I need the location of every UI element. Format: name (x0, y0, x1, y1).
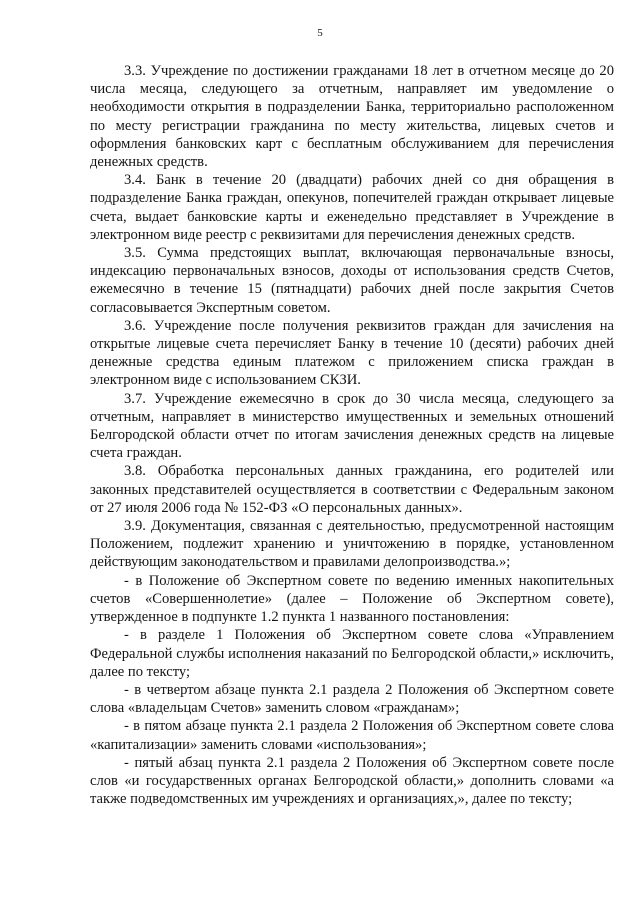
paragraph-3-7: 3.7. Учреждение ежемесячно в срок до 30 числа месяца, следующего за отчетным, направляет в министерство имущественных и земельных отношений Белгородской области отчет по итогам зачисления денежных средств на лицевые счета граждан. (90, 390, 614, 462)
paragraph-3-6: 3.6. Учреждение после получения реквизитов граждан для зачисления на открытые лицевые счета перечисляет Банку в течение 10 (десяти) рабочих дней денежные средства единым платежом с приложением списка граждан в электронном виде с использованием СКЗИ. (90, 317, 614, 389)
paragraph-3-8: 3.8. Обработка персональных данных гражданина, его родителей или законных представителей осуществляется в соответствии с Федеральным законом от 27 июля 2006 года № 152-ФЗ «О персональных данных». (90, 463, 614, 516)
paragraph-section-1-change: - в разделе 1 Положения об Экспертном совете слова «Управлением Федеральной службы исполнения наказаний по Белгородской области,» исключить, далее по тексту; (90, 627, 614, 680)
paragraph-3-9: 3.9. Документация, связанная с деятельностью, предусмотренной настоящим Положением, подлежит хранению и уничтожению в порядке, установленном действующим законодательством и правилами делопроизводства.»; (90, 518, 614, 571)
paragraph-expert-council-intro: - в Положение об Экспертном совете по ведению именных накопительных счетов «Совершеннолетие» (далее – Положение об Экспертном совете), утвержденное в подпункте 1.2 пункта 1 названного постановления: (90, 572, 614, 626)
page-number: 5 (317, 27, 323, 39)
paragraph-3-4: 3.4. Банк в течение 20 (двадцати) рабочих дней со дня обращения в подразделение Банка граждан, опекунов, попечителей граждан открывает лицевые счета, выдает банковские карты и еженедельно представляет в Учреждение в электронном виде реестр с реквизитами для перечисления денежных средств. (90, 172, 614, 243)
paragraph-3-3: 3.3. Учреждение по достижении гражданами 18 лет в отчетном месяце до 20 числа месяца, следующего за отчетным, направляет им уведомление о необходимости открытия в подразделении Банка, территориально расположенном по месту регистрации гражданина по месту жительства, лицевых счетов и оформления банковских карт с бесплатным обслуживанием для перечисления денежных средств. (90, 63, 614, 171)
paragraph-item-2-1-fifth-addition: - пятый абзац пункта 2.1 раздела 2 Положения об Экспертном совете после слов «и государственных органах Белгородской области,» дополнить словами «а также подведомственных им учреждениях и организациях,», далее по тексту; (90, 754, 614, 808)
paragraph-item-2-1-fifth: - в пятом абзаце пункта 2.1 раздела 2 Положения об Экспертном совете слова «капитализации» заменить словами «использования»; (90, 718, 614, 753)
paragraph-3-5: 3.5. Сумма предстоящих выплат, включающая первоначальные взносы, индексацию первоначальных взносов, доходы от использования средств Счетов, ежемесячно в течение 15 (пятнадцати) рабочих дней после закрытия Счетов согласовывается Экспертным советом. (90, 245, 614, 316)
document-body (90, 62, 614, 808)
paragraph-item-2-1-fourth: - в четвертом абзаце пункта 2.1 раздела 2 Положения об Экспертном совете слова «владельцам Счетов» заменить словом «гражданам»; (90, 681, 614, 717)
